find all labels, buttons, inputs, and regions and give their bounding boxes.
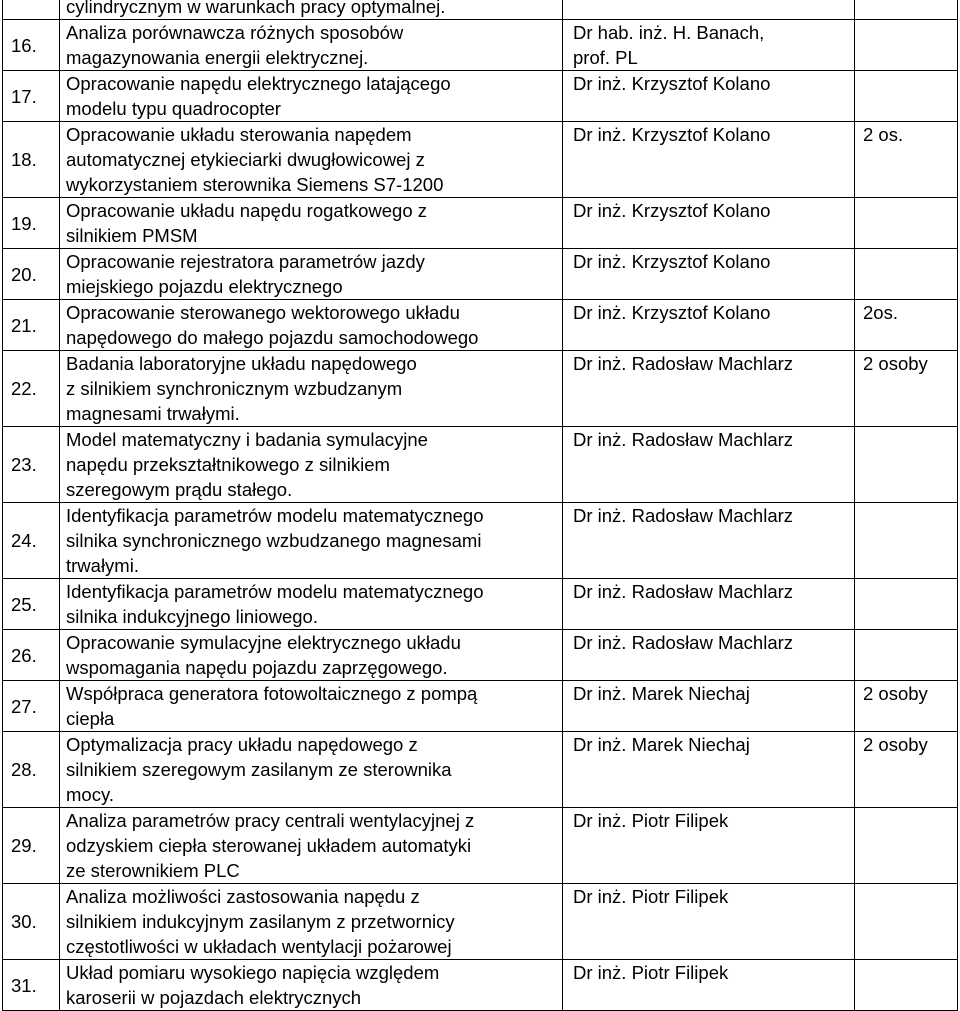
table-row [3, 427, 958, 503]
thesis-title-line: silnika synchronicznego wzbudzanego magnesami [66, 530, 482, 551]
supervisor [563, 579, 855, 630]
supervisor-line: Dr inż. Piotr Filipek [573, 810, 729, 831]
table-row [3, 732, 958, 808]
student-count [855, 20, 958, 71]
supervisor-line: Dr inż. Radosław Machlarz [573, 353, 794, 374]
thesis-title [60, 427, 563, 503]
row-number: 18. [3, 122, 60, 198]
supervisor [563, 351, 855, 427]
thesis-title-line: Model matematyczny i badania symulacyjne [66, 429, 428, 450]
row-number: 23. [3, 427, 60, 503]
supervisor-line: Dr inż. Radosław Machlarz [573, 505, 794, 526]
student-count: 2 osoby [855, 732, 958, 808]
supervisor-line: Dr inż. Krzysztof Kolano [573, 124, 771, 145]
supervisor [563, 503, 855, 579]
table-row [3, 300, 958, 351]
thesis-title-line: Opracowanie układu napędu rogatkowego z [66, 200, 427, 221]
table-body [3, 0, 958, 1011]
row-number: 22. [3, 351, 60, 427]
table-row [3, 0, 958, 20]
table-row [3, 122, 958, 198]
table-row [3, 630, 958, 681]
student-count [855, 579, 958, 630]
row-number: 26. [3, 630, 60, 681]
thesis-title-line: ze sterownikiem PLC [66, 860, 240, 881]
supervisor [563, 732, 855, 808]
table-row [3, 351, 958, 427]
supervisor-line: prof. PL [573, 47, 638, 68]
thesis-title-line: wspomagania napędu pojazdu zaprzęgowego. [66, 657, 448, 678]
student-count [855, 0, 958, 20]
thesis-title-line: Opracowanie układu sterowania napędem [66, 124, 412, 145]
thesis-title-line: szeregowym prądu stałego. [66, 479, 293, 500]
thesis-title-line: napędu przekształtnikowego z silnikiem [66, 454, 390, 475]
thesis-title [60, 732, 563, 808]
row-number: 17. [3, 71, 60, 122]
supervisor-line: Dr inż. Piotr Filipek [573, 886, 729, 907]
thesis-title [60, 630, 563, 681]
student-count: 2 osoby [855, 681, 958, 732]
supervisor [563, 0, 855, 20]
table-row [3, 20, 958, 71]
supervisor-line: Dr inż. Marek Niechaj [573, 734, 750, 755]
thesis-title-line: Układ pomiaru wysokiego napięcia względem [66, 962, 440, 983]
table-row [3, 579, 958, 630]
thesis-title [60, 884, 563, 960]
student-count [855, 808, 958, 884]
thesis-title-line: modelu typu quadrocopter [66, 98, 281, 119]
thesis-title-line: Opracowanie sterowanego wektorowego układu [66, 302, 460, 323]
thesis-title-line: automatycznej etykieciarki dwugłowicowej z [66, 149, 425, 170]
thesis-title-line: napędowego do małego pojazdu samochodowego [66, 327, 479, 348]
thesis-title-line: miejskiego pojazdu elektrycznego [66, 276, 343, 297]
supervisor [563, 249, 855, 300]
student-count [855, 249, 958, 300]
thesis-title-line: Opracowanie rejestratora parametrów jazdy [66, 251, 425, 272]
row-number: 29. [3, 808, 60, 884]
supervisor-line: Dr inż. Radosław Machlarz [573, 632, 794, 653]
supervisor [563, 71, 855, 122]
thesis-title-line: Współpraca generatora fotowoltaicznego z pompą [66, 683, 478, 704]
thesis-title-line: ciepła [66, 708, 115, 729]
student-count [855, 71, 958, 122]
row-number: 31. [3, 960, 60, 1011]
thesis-title-line: Identyfikacja parametrów modelu matematycznego [66, 505, 484, 526]
thesis-title-line: magnesami trwałymi. [66, 403, 240, 424]
supervisor [563, 681, 855, 732]
table-row [3, 71, 958, 122]
thesis-title-line: cylindrycznym w warunkach pracy optymalnej. [66, 0, 446, 17]
student-count [855, 960, 958, 1011]
thesis-title [60, 249, 563, 300]
student-count: 2os. [855, 300, 958, 351]
table-row [3, 681, 958, 732]
row-number: 25. [3, 579, 60, 630]
student-count: 2 os. [855, 122, 958, 198]
thesis-title-line: Analiza porównawcza różnych sposobów [66, 22, 404, 43]
row-number: 27. [3, 681, 60, 732]
thesis-title [60, 0, 563, 20]
thesis-title [60, 579, 563, 630]
supervisor [563, 300, 855, 351]
supervisor [563, 198, 855, 249]
supervisor-line: Dr inż. Krzysztof Kolano [573, 251, 771, 272]
thesis-title-line: Analiza możliwości zastosowania napędu z [66, 886, 420, 907]
thesis-topics-table [2, 0, 958, 1011]
supervisor [563, 884, 855, 960]
thesis-title-line: magazynowania energii elektrycznej. [66, 47, 369, 68]
thesis-title-line: Opracowanie napędu elektrycznego latającego [66, 73, 451, 94]
row-number: 20. [3, 249, 60, 300]
table-row [3, 808, 958, 884]
thesis-title-line: Opracowanie symulacyjne elektrycznego układu [66, 632, 461, 653]
thesis-title-line: mocy. [66, 784, 114, 805]
thesis-title-line: Identyfikacja parametrów modelu matematycznego [66, 581, 484, 602]
table-row [3, 198, 958, 249]
row-number [3, 0, 60, 20]
row-number: 30. [3, 884, 60, 960]
thesis-title-line: Badania laboratoryjne układu napędowego [66, 353, 417, 374]
supervisor-line: Dr inż. Krzysztof Kolano [573, 73, 771, 94]
supervisor-line: Dr inż. Radosław Machlarz [573, 429, 794, 450]
thesis-title [60, 20, 563, 71]
table-row [3, 249, 958, 300]
table-row [3, 503, 958, 579]
thesis-title-line: Analiza parametrów pracy centrali wentylacyjnej z [66, 810, 475, 831]
supervisor-line: Dr hab. inż. H. Banach, [573, 22, 765, 43]
thesis-title [60, 503, 563, 579]
thesis-title-line: Optymalizacja pracy układu napędowego z [66, 734, 418, 755]
thesis-title [60, 122, 563, 198]
thesis-title-line: silnikiem szeregowym zasilanym ze sterownika [66, 759, 452, 780]
thesis-title [60, 351, 563, 427]
supervisor [563, 630, 855, 681]
supervisor-line: Dr inż. Krzysztof Kolano [573, 200, 771, 221]
supervisor [563, 808, 855, 884]
thesis-title-line: wykorzystaniem sterownika Siemens S7-1200 [66, 174, 444, 195]
thesis-title-line: z silnikiem synchronicznym wzbudzanym [66, 378, 403, 399]
row-number: 16. [3, 20, 60, 71]
supervisor [563, 427, 855, 503]
supervisor [563, 122, 855, 198]
table-row [3, 960, 958, 1011]
student-count [855, 630, 958, 681]
row-number: 21. [3, 300, 60, 351]
supervisor-line: Dr inż. Marek Niechaj [573, 683, 750, 704]
thesis-title [60, 808, 563, 884]
thesis-title-line: częstotliwości w układach wentylacji pożarowej [66, 936, 452, 957]
thesis-title [60, 681, 563, 732]
supervisor [563, 960, 855, 1011]
thesis-title-line: silnikiem PMSM [66, 225, 198, 246]
student-count [855, 198, 958, 249]
thesis-title-line: karoserii w pojazdach elektrycznych [66, 987, 362, 1008]
supervisor-line: Dr inż. Piotr Filipek [573, 962, 729, 983]
row-number: 28. [3, 732, 60, 808]
thesis-title [60, 71, 563, 122]
student-count [855, 884, 958, 960]
row-number: 19. [3, 198, 60, 249]
supervisor-line: Dr inż. Krzysztof Kolano [573, 302, 771, 323]
thesis-title [60, 960, 563, 1011]
thesis-title [60, 300, 563, 351]
thesis-title-line: silnikiem indukcyjnym zasilanym z przetwornicy [66, 911, 455, 932]
student-count: 2 osoby [855, 351, 958, 427]
thesis-title-line: silnika indukcyjnego liniowego. [66, 606, 318, 627]
thesis-title-line: trwałymi. [66, 555, 139, 576]
supervisor [563, 20, 855, 71]
student-count [855, 503, 958, 579]
table-row [3, 884, 958, 960]
row-number: 24. [3, 503, 60, 579]
thesis-title-line: odzyskiem ciepła sterowanej układem automatyki [66, 835, 472, 856]
student-count [855, 427, 958, 503]
thesis-title [60, 198, 563, 249]
supervisor-line: Dr inż. Radosław Machlarz [573, 581, 794, 602]
